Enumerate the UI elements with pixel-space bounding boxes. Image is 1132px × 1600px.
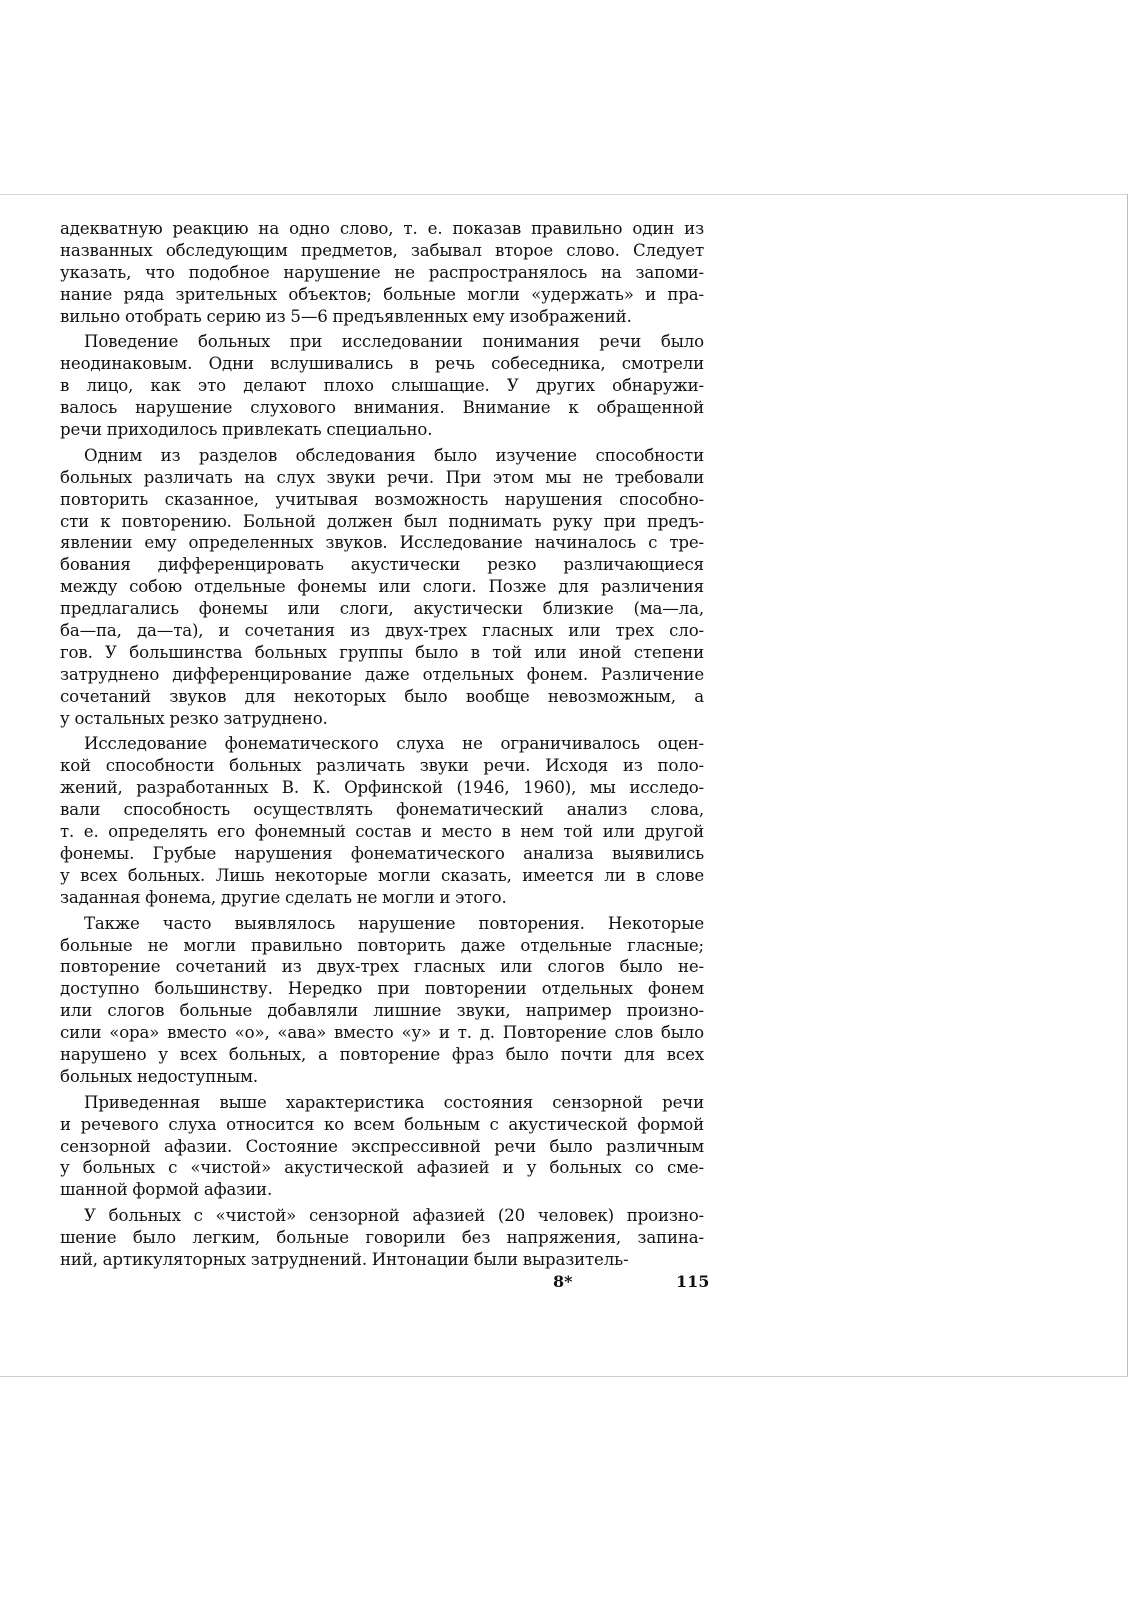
- paragraph: [60, 913, 704, 1088]
- text-line: в лицо, как это делают плохо слышащие. У других обнаружи-: [60, 376, 704, 396]
- text-line: сензорной афазии. Состояние экспрессивной речи было различным: [60, 1136, 704, 1156]
- text-line: сти к повторению. Больной должен был поднимать руку при предъ-: [60, 511, 704, 531]
- text-line: предлагались фонемы или слоги, акустически близкие (ма—ла,: [60, 599, 704, 619]
- text-line: явлении ему определенных звуков. Исследование начиналось с тре-: [60, 533, 704, 553]
- paragraph: [60, 733, 704, 908]
- text-line: повторить сказанное, учитывая возможность нарушения способно-: [60, 489, 704, 509]
- text-line: вали способность осуществлять фонематический анализ слова,: [60, 800, 704, 820]
- text-line: шение было легким, больные говорили без напряжения, запина-: [60, 1228, 704, 1248]
- page-edge-right: [1127, 194, 1128, 1376]
- text-line: и речевого слуха относится ко всем больным с акустической формой: [60, 1114, 704, 1134]
- text-line: доступно большинству. Нередко при повторении отдельных фонем: [60, 979, 704, 999]
- text-line: бования дифференцировать акустически резко различающиеся: [60, 555, 704, 575]
- text-line: больные не могли правильно повторить даже отдельные гласные;: [60, 935, 704, 955]
- text-line: У больных с «чистой» сензорной афазией (20 человек) произно-: [84, 1206, 704, 1226]
- text-line: сили «ора» вместо «о», «ава» вместо «у» и т. д. Повторение слов было: [60, 1023, 704, 1043]
- text-line: жений, разработанных В. К. Орфинской (1946, 1960), мы исследо-: [60, 778, 704, 798]
- text-line: адекватную реакцию на одно слово, т. е. показав правильно один из: [60, 219, 704, 238]
- text-line: шанной формой афазии.: [60, 1180, 273, 1200]
- page-footer: [0, 1272, 1128, 1296]
- text-line: затруднено дифференцирование даже отдельных фонем. Различение: [60, 664, 704, 684]
- text-line: ний, артикуляторных затруднений. Интонации были выразитель-: [60, 1249, 629, 1269]
- paragraph: [60, 1092, 704, 1201]
- page-edge-top: [0, 194, 1128, 195]
- text-line: больных недоступным.: [60, 1066, 258, 1086]
- text-line: гов. У большинства больных группы было в той или иной степени: [60, 642, 704, 662]
- text-line: Также часто выявлялось нарушение повторения. Некоторые: [84, 913, 704, 933]
- text-line: нарушено у всех больных, а повторение фраз было почти для всех: [60, 1044, 704, 1064]
- text-line: указать, что подобное нарушение не распространялось на запоми-: [60, 262, 704, 282]
- paragraph: [60, 218, 704, 327]
- text-line: Приведенная выше характеристика состояния сензорной речи: [84, 1092, 704, 1112]
- paragraph: [60, 331, 704, 440]
- text-line: между собою отдельные фонемы или слоги. Позже для различения: [60, 577, 704, 597]
- text-line: Исследование фонематического слуха не ограничивалось оцен-: [84, 734, 704, 754]
- page-number: 115: [676, 1272, 710, 1291]
- text-line: повторение сочетаний из двух-трех гласных или слогов было не-: [60, 957, 704, 977]
- page-edge-bottom: [0, 1376, 1128, 1377]
- text-line: Одним из разделов обследования было изучение способности: [84, 445, 704, 465]
- text-line: валось нарушение слухового внимания. Внимание к обращенной: [60, 398, 704, 418]
- text-line: заданная фонема, другие сделать не могли и этого.: [60, 887, 507, 907]
- text-line: у всех больных. Лишь некоторые могли сказать, имеется ли в слове: [60, 865, 704, 885]
- text-line: Поведение больных при исследовании понимания речи было: [84, 332, 704, 352]
- body-text: [60, 218, 704, 1271]
- text-line: фонемы. Грубые нарушения фонематического анализа выявились: [60, 843, 704, 863]
- text-line: сочетаний звуков для некоторых было вообще невозможным, а: [60, 686, 704, 706]
- printer-signature: 8*: [553, 1272, 573, 1291]
- text-line: нание ряда зрительных объектов; больные могли «удержать» и пра-: [60, 284, 704, 304]
- text-line: речи приходилось привлекать специально.: [60, 420, 433, 440]
- text-line: больных различать на слух звуки речи. При этом мы не требовали: [60, 467, 704, 487]
- text-line: названных обследующим предметов, забывал второе слово. Следует: [60, 240, 704, 260]
- text-line: у больных с «чистой» акустической афазией и у больных со сме-: [60, 1158, 704, 1178]
- text-line: или слогов больные добавляли лишние звуки, например произно-: [60, 1001, 704, 1021]
- text-line: неодинаковым. Одни вслушивались в речь собеседника, смотрели: [60, 354, 704, 374]
- text-line: вильно отобрать серию из 5—6 предъявленных ему изображений.: [60, 306, 632, 326]
- text-line: ба—па, да—та), и сочетания из двух-трех гласных или трех сло-: [60, 621, 704, 641]
- paragraph: [60, 445, 704, 730]
- text-line: у остальных резко затруднено.: [60, 708, 328, 728]
- text-line: т. е. определять его фонемный состав и место в нем той или другой: [60, 822, 704, 842]
- text-line: кой способности больных различать звуки речи. Исходя из поло-: [60, 756, 704, 776]
- paragraph: [60, 1205, 704, 1271]
